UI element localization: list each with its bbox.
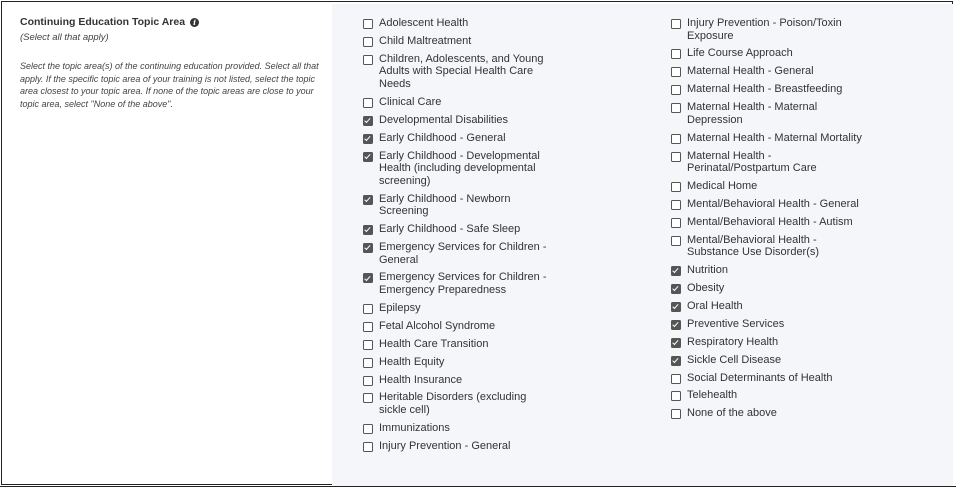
checkbox-unchecked[interactable] xyxy=(671,200,681,210)
checkbox-group xyxy=(332,4,953,486)
topic-area-form xyxy=(1,1,953,485)
checkbox-label[interactable]: Mental/Behavioral Health - General xyxy=(687,197,859,210)
checkbox-label[interactable]: Obesity xyxy=(687,282,725,295)
checkbox-unchecked[interactable] xyxy=(671,236,681,246)
checkbox-label[interactable]: Injury Prevention - General xyxy=(379,439,511,452)
checkbox-option-social-determinants-of-health[interactable] xyxy=(671,372,867,385)
checkbox-checked[interactable] xyxy=(671,266,681,276)
checkbox-checked[interactable] xyxy=(671,284,681,294)
checkbox-unchecked[interactable] xyxy=(671,49,681,59)
checkbox-option-early-childhood-newborn-screening[interactable] xyxy=(363,193,553,218)
checkbox-unchecked[interactable] xyxy=(363,304,373,314)
checkbox-option-health-care-transition[interactable] xyxy=(363,338,553,351)
checkbox-checked[interactable] xyxy=(363,225,373,235)
checkbox-option-maternal-health-general[interactable] xyxy=(671,65,867,78)
checkbox-option-adolescent-health[interactable] xyxy=(363,17,553,30)
checkbox-column-2 xyxy=(671,17,861,425)
checkbox-label[interactable]: Emergency Services for Children - General xyxy=(379,240,547,266)
checkbox-label[interactable]: Nutrition xyxy=(687,264,728,277)
checkbox-option-child-maltreatment[interactable] xyxy=(363,35,553,48)
checkbox-label[interactable]: Oral Health xyxy=(687,299,743,312)
checkbox-option-clinical-care[interactable] xyxy=(363,96,553,109)
checkbox-label[interactable]: Sickle Cell Disease xyxy=(687,353,782,366)
checkbox-unchecked[interactable] xyxy=(363,98,373,108)
checkbox-column-1 xyxy=(363,17,553,458)
checkbox-label[interactable]: Developmental Disabilities xyxy=(379,113,509,126)
checkbox-option-maternal-health-maternal-depression[interactable] xyxy=(671,101,867,126)
checkbox-label[interactable]: Respiratory Health xyxy=(687,335,779,348)
checkbox-unchecked[interactable] xyxy=(671,182,681,192)
checkbox-label[interactable]: Early Childhood - Newborn Screening xyxy=(379,192,511,218)
checkbox-option-health-equity[interactable] xyxy=(363,356,553,369)
checkbox-unchecked[interactable] xyxy=(671,85,681,95)
checkbox-label[interactable]: Epilepsy xyxy=(379,301,421,314)
checkbox-unchecked[interactable] xyxy=(363,19,373,29)
checkbox-label[interactable]: Early Childhood - Developmental Health (including developmental screening) xyxy=(379,149,540,187)
checkbox-option-mental-behavioral-health-autism[interactable] xyxy=(671,216,867,229)
checkbox-unchecked[interactable] xyxy=(363,424,373,434)
checkbox-label[interactable]: Injury Prevention - Poison/Toxin Exposure xyxy=(687,17,842,42)
checkbox-unchecked[interactable] xyxy=(671,409,681,419)
checkbox-label[interactable]: Maternal Health - Maternal Depression xyxy=(687,101,818,126)
checkbox-option-life-course-approach[interactable] xyxy=(671,47,867,60)
checkbox-label[interactable]: Early Childhood - Safe Sleep xyxy=(379,223,521,236)
checkbox-label[interactable]: Heritable Disorders (excluding sickle cell) xyxy=(379,391,527,416)
checkbox-label[interactable]: Telehealth xyxy=(687,389,738,402)
checkbox-label[interactable]: Maternal Health - Perinatal/Postpartum Care xyxy=(687,149,817,175)
checkbox-label[interactable]: Social Determinants of Health xyxy=(687,371,833,384)
checkbox-unchecked[interactable] xyxy=(363,37,373,47)
checkbox-option-maternal-health-perinatal-postpartum-care[interactable] xyxy=(671,150,867,175)
checkbox-option-maternal-health-breastfeeding[interactable] xyxy=(671,83,867,96)
checkbox-option-injury-prevention-poison-toxin-exposure[interactable] xyxy=(671,17,867,42)
checkbox-option-fetal-alcohol-syndrome[interactable] xyxy=(363,320,553,333)
checkbox-option-oral-health[interactable] xyxy=(671,300,867,313)
checkbox-option-respiratory-health[interactable] xyxy=(671,336,867,349)
checkbox-option-emergency-services-for-children-general[interactable] xyxy=(363,241,553,266)
checkbox-option-epilepsy[interactable] xyxy=(363,302,553,315)
checkbox-option-nutrition[interactable] xyxy=(671,264,867,277)
checkbox-unchecked[interactable] xyxy=(363,358,373,368)
checkbox-option-obesity[interactable] xyxy=(671,282,867,295)
checkbox-option-maternal-health-maternal-mortality[interactable] xyxy=(671,132,867,145)
checkbox-unchecked[interactable] xyxy=(671,19,681,29)
checkbox-option-mental-behavioral-health-substance-use-disorder-s[interactable] xyxy=(671,234,867,259)
checkbox-unchecked[interactable] xyxy=(671,103,681,113)
checkbox-label[interactable]: Fetal Alcohol Syndrome xyxy=(379,319,496,332)
checkbox-option-mental-behavioral-health-general[interactable] xyxy=(671,198,867,211)
checkbox-unchecked[interactable] xyxy=(671,374,681,384)
checkbox-option-heritable-disorders-excluding-sickle-cell[interactable] xyxy=(363,391,553,416)
select-all-hint: (Select all that apply) xyxy=(20,32,109,43)
checkbox-label[interactable]: Mental/Behavioral Health - Substance Use Disorder(s) xyxy=(687,233,820,259)
checkbox-unchecked[interactable] xyxy=(363,442,373,452)
checkbox-option-medical-home[interactable] xyxy=(671,180,867,193)
checkbox-label[interactable]: Mental/Behavioral Health - Autism xyxy=(687,215,853,228)
bottom-divider xyxy=(0,486,956,487)
checkbox-option-telehealth[interactable] xyxy=(671,389,867,402)
checkbox-label[interactable]: Health Care Transition xyxy=(379,337,489,350)
field-instructions: Select the topic area(s) of the continuing education provided. Select all that apply. If the specific topic area of your training is not listed, select the topic area closest to your topic area. If none of the topic areas are close to your topic area, select "None of the above". xyxy=(20,61,319,109)
checkbox-label[interactable]: Health Equity xyxy=(379,355,445,368)
info-circle-icon[interactable]: i xyxy=(190,18,199,27)
checkbox-checked[interactable] xyxy=(671,320,681,330)
checkbox-option-emergency-services-for-children-emergency-preparedness[interactable] xyxy=(363,271,553,296)
checkbox-label[interactable]: Medical Home xyxy=(687,180,758,193)
checkbox-unchecked[interactable] xyxy=(363,393,373,403)
checkbox-checked[interactable] xyxy=(363,116,373,126)
checkbox-label[interactable]: Maternal Health - General xyxy=(687,65,814,78)
field-title xyxy=(20,15,332,29)
checkbox-label[interactable]: Preventive Services xyxy=(687,317,785,330)
checkbox-checked[interactable] xyxy=(671,302,681,312)
checkbox-unchecked[interactable] xyxy=(671,152,681,162)
checkbox-option-sickle-cell-disease[interactable] xyxy=(671,354,867,367)
checkbox-option-immunizations[interactable] xyxy=(363,422,553,435)
checkbox-unchecked[interactable] xyxy=(671,218,681,228)
checkbox-unchecked[interactable] xyxy=(363,376,373,386)
checkbox-unchecked[interactable] xyxy=(363,340,373,350)
checkbox-label[interactable]: Clinical Care xyxy=(379,95,442,108)
checkbox-checked[interactable] xyxy=(363,195,373,205)
checkbox-label[interactable]: Emergency Services for Children - Emergency Preparedness xyxy=(379,271,547,297)
checkbox-checked[interactable] xyxy=(363,243,373,253)
checkbox-label[interactable]: None of the above xyxy=(687,407,777,420)
checkbox-label[interactable]: Health Insurance xyxy=(379,373,463,386)
checkbox-unchecked[interactable] xyxy=(363,322,373,332)
checkbox-label[interactable]: Early Childhood - General xyxy=(379,131,506,144)
checkbox-checked[interactable] xyxy=(363,273,373,283)
field-title-text: Continuing Education Topic Area xyxy=(20,16,186,28)
checkbox-label[interactable]: Child Maltreatment xyxy=(379,34,472,47)
checkbox-label[interactable]: Immunizations xyxy=(379,421,450,434)
checkbox-option-injury-prevention-general[interactable] xyxy=(363,440,553,453)
checkbox-unchecked[interactable] xyxy=(671,391,681,401)
checkbox-label[interactable]: Maternal Health - Maternal Mortality xyxy=(687,131,862,144)
checkbox-checked[interactable] xyxy=(671,338,681,348)
checkbox-label[interactable]: Adolescent Health xyxy=(379,17,469,29)
checkbox-option-early-childhood-developmental-health-including-developmental-screening[interactable] xyxy=(363,150,553,188)
checkbox-checked[interactable] xyxy=(671,356,681,366)
field-description-panel xyxy=(20,15,332,110)
checkbox-option-early-childhood-safe-sleep[interactable] xyxy=(363,223,553,236)
checkbox-option-health-insurance[interactable] xyxy=(363,374,553,387)
checkbox-unchecked[interactable] xyxy=(363,55,373,65)
checkbox-label[interactable]: Life Course Approach xyxy=(687,47,793,60)
checkbox-option-none-of-the-above[interactable] xyxy=(671,407,867,420)
checkbox-label[interactable]: Maternal Health - Breastfeeding xyxy=(687,83,843,96)
checkbox-checked[interactable] xyxy=(363,134,373,144)
checkbox-unchecked[interactable] xyxy=(671,134,681,144)
checkbox-option-early-childhood-general[interactable] xyxy=(363,132,553,145)
checkbox-option-preventive-services[interactable] xyxy=(671,318,867,331)
checkbox-checked[interactable] xyxy=(363,152,373,162)
checkbox-option-children-adolescents-and-young-adults-with-special-health-care-needs[interactable] xyxy=(363,53,553,91)
checkbox-option-developmental-disabilities[interactable] xyxy=(363,114,553,127)
checkbox-label[interactable]: Children, Adolescents, and Young Adults with Special Health Care Needs xyxy=(379,52,544,90)
checkbox-unchecked[interactable] xyxy=(671,67,681,77)
